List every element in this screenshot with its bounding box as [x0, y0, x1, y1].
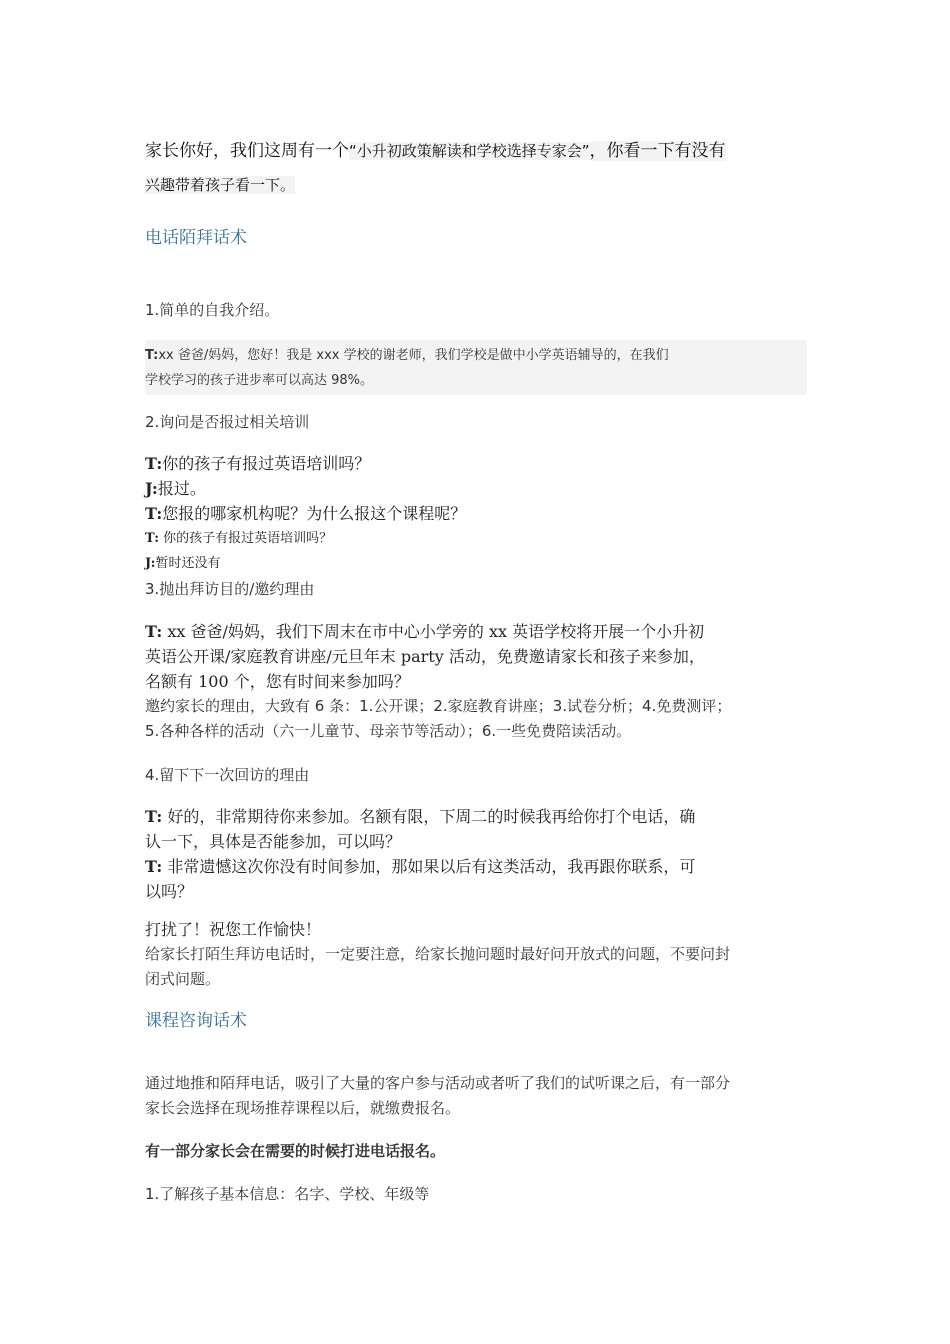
followup-line: 以吗？ — [145, 882, 194, 901]
intro-event-title: “小升初政策解读和学校选择专家会” — [349, 142, 590, 160]
intro-text-1: 家长你好，我们这周有一个 — [145, 141, 349, 161]
reasons-line: 5.各种各样的活动（六一儿童节、母亲节等活动）；6.一些免费陪读活动。 — [145, 722, 632, 740]
dialog-text: 你的孩子有报过英语培训吗？ — [159, 531, 333, 546]
dialog-block — [145, 451, 805, 576]
consult-step-1: 1.了解孩子基本信息：名字、学校、年级等 — [145, 1185, 430, 1203]
dialog-line — [145, 451, 805, 476]
step-3-invite-reason: 3.抛出拜访目的/邀约理由 — [145, 580, 315, 598]
speaker-label: T: — [145, 531, 160, 546]
speaker-label: T: — [145, 504, 163, 523]
cold-call-tip — [145, 942, 805, 992]
dialog-line — [145, 551, 805, 576]
teacher-intro-block — [145, 340, 807, 395]
dialog-text: 您报的哪家机构呢？为什么报这个课程呢？ — [162, 504, 467, 523]
consult-line: 通过地推和陌拜电话，吸引了大量的客户参与活动或者听了我们的试听课之后，有一部分 — [145, 1074, 731, 1092]
tip-line: 闭式问题。 — [145, 970, 221, 988]
dialog-text: 暂时还没有 — [155, 556, 221, 571]
teacher-intro-line: 学校学习的孩子进步率可以高达 98%。 — [145, 373, 374, 388]
speaker-label: T: — [145, 857, 163, 876]
followup-line — [145, 804, 805, 829]
step-1-self-intro: 1.简单的自我介绍。 — [145, 301, 280, 319]
dialog-text: 报过。 — [157, 479, 206, 498]
invite-line — [145, 619, 805, 644]
invite-text: xx 爸爸/妈妈，我们下周末在市中心小学旁的 xx 英语学校将开展一个小升初 — [162, 622, 705, 641]
dialog-text: 你的孩子有报过英语培训吗？ — [162, 454, 371, 473]
invite-line: 英语公开课/家庭教育讲座/元旦年末 party 活动，免费邀请家长和孩子来参加， — [145, 647, 705, 666]
intro-paragraph — [145, 134, 805, 202]
dialog-line — [145, 501, 805, 526]
followup-line: 认一下，具体是否能参加，可以吗？ — [145, 832, 402, 851]
consult-line: 家长会选择在现场推荐课程以后，就缴费报名。 — [145, 1099, 461, 1117]
speaker-label: J: — [145, 479, 158, 498]
tip-line: 给家长打陌生拜访电话时，一定要注意，给家长抛问题时最好问开放式的问题，不要问封 — [145, 945, 731, 963]
speaker-label: T: — [145, 807, 163, 826]
dialog-line — [145, 476, 805, 501]
intro-text-4: 兴趣带着孩子看一下。 — [145, 176, 296, 194]
step-2-ask-training: 2.询问是否报过相关培训 — [145, 413, 310, 431]
invite-reasons — [145, 694, 805, 744]
speaker-label: T: — [145, 454, 163, 473]
closing-line: 打扰了！祝您工作愉快！ — [145, 920, 322, 939]
invite-line: 名额有 100 个，您有时间来参加吗？ — [145, 672, 410, 691]
consult-bold-note: 有一部分家长会在需要的时候打进电话报名。 — [145, 1142, 446, 1160]
followup-script — [145, 804, 805, 904]
speaker-label: T: — [145, 348, 159, 363]
section-heading-cold-call: 电话陌拜话术 — [145, 228, 247, 248]
invite-script — [145, 619, 805, 694]
consult-paragraph — [145, 1071, 805, 1121]
followup-line — [145, 854, 805, 879]
teacher-intro-line: xx 爸爸/妈妈，您好！我是 xxx 学校的谢老师，我们学校是做中小学英语辅导的，在我们 — [158, 348, 669, 363]
dialog-line — [145, 526, 805, 551]
speaker-label: T: — [145, 622, 163, 641]
step-4-followup-reason: 4.留下下一次回访的理由 — [145, 766, 310, 784]
followup-text: 好的，非常期待你来参加。名额有限，下周二的时候我再给你打个电话，确 — [162, 807, 696, 826]
speaker-label: J: — [145, 556, 156, 571]
intro-text-3: ，你看一下有没有 — [589, 141, 726, 161]
followup-text: 非常遗憾这次你没有时间参加，那如果以后有这类活动，我再跟你联系，可 — [162, 857, 696, 876]
reasons-line: 邀约家长的理由，大致有 6 条：1.公开课；2.家庭教育讲座；3.试卷分析；4.免费测评； — [145, 697, 732, 715]
section-heading-course-consult: 课程咨询话术 — [145, 1011, 247, 1031]
